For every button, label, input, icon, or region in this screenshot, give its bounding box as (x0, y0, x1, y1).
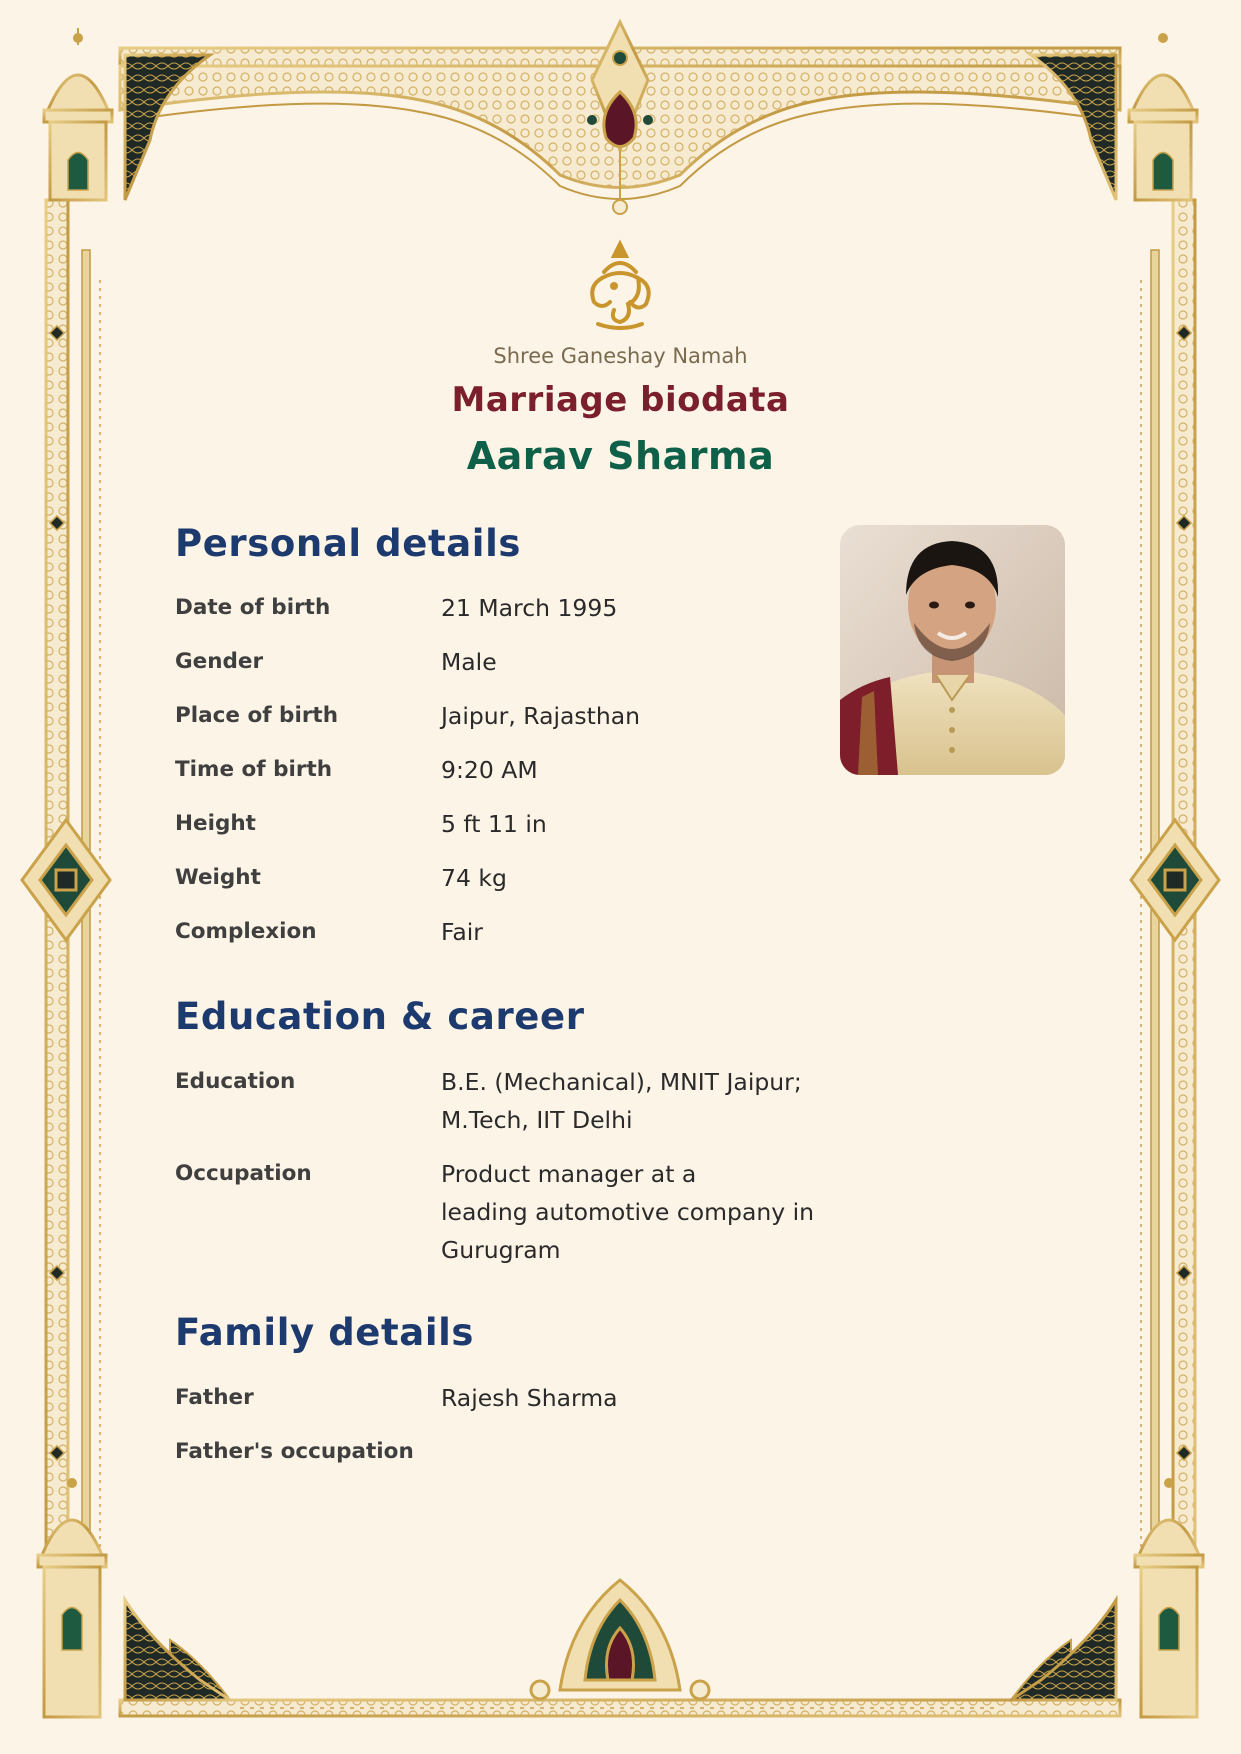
value-line: Product manager at a (441, 1160, 697, 1188)
detail-label: Time of birth (175, 757, 333, 782)
detail-value: Male (441, 648, 497, 676)
value-line: M.Tech, IIT Delhi (441, 1106, 633, 1134)
detail-label: Weight (175, 865, 261, 890)
value-line: Gurugram (441, 1236, 561, 1264)
detail-value: 9:20 AM (441, 756, 538, 784)
section-title-education: Education & career (175, 995, 585, 1038)
detail-label: Gender (175, 649, 264, 674)
detail-label: Education (175, 1069, 296, 1094)
detail-value (441, 1155, 841, 1269)
detail-label: Complexion (175, 919, 317, 944)
detail-value: Rajesh Sharma (441, 1384, 618, 1412)
detail-label: Date of birth (175, 595, 331, 620)
detail-label: Height (175, 811, 256, 836)
section-title-family: Family details (175, 1311, 475, 1354)
detail-value: 74 kg (441, 864, 507, 892)
invocation-text: Shree Ganeshay Namah (493, 344, 748, 368)
detail-value: Jaipur, Rajasthan (441, 702, 641, 730)
ganesha-emblem-icon (580, 238, 660, 332)
detail-value: Fair (441, 918, 483, 946)
detail-label: Father's occupation (175, 1439, 414, 1464)
detail-value (441, 1063, 841, 1139)
value-line: B.E. (Mechanical), MNIT Jaipur; (441, 1068, 802, 1096)
detail-value: 21 March 1995 (441, 594, 618, 622)
detail-label: Place of birth (175, 703, 339, 728)
detail-label: Father (175, 1385, 254, 1410)
detail-value: 5 ft 11 in (441, 810, 547, 838)
document-title: Marriage biodata (451, 380, 790, 420)
person-name: Aarav Sharma (466, 434, 775, 478)
profile-photo (840, 525, 1065, 775)
value-line: leading automotive company in (441, 1198, 815, 1226)
detail-label: Occupation (175, 1161, 312, 1186)
section-title-personal: Personal details (175, 522, 521, 565)
